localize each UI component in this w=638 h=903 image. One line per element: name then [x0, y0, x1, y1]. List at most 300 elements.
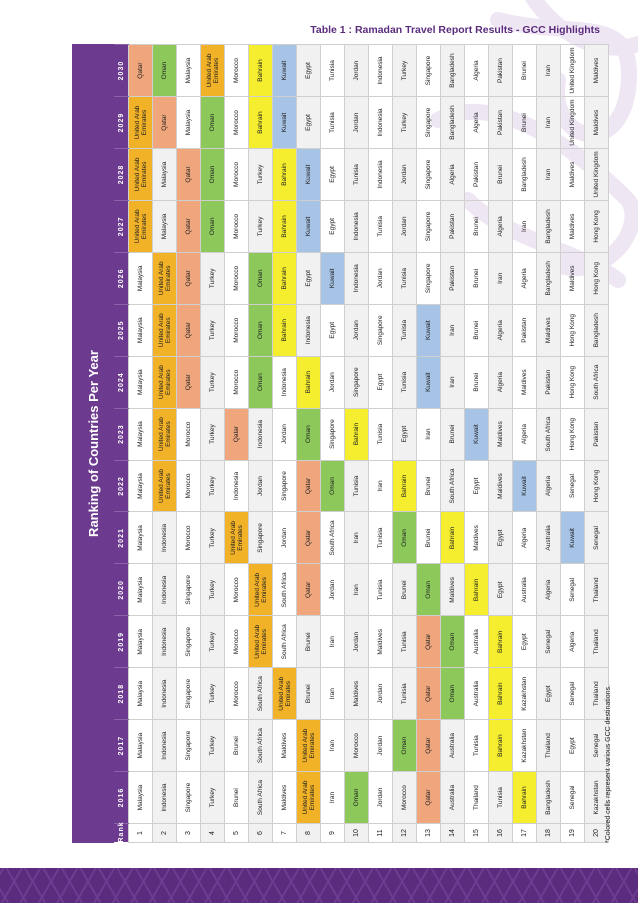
country-cell: Singapore [417, 97, 441, 149]
country-cell: Jordan [249, 460, 273, 512]
country-cell: Morocco [225, 616, 249, 668]
country-cell: Maldives [513, 356, 537, 408]
rank-cell: 15 [465, 824, 489, 843]
country-cell: Maldives [561, 252, 585, 304]
country-cell: Pakistan [465, 149, 489, 201]
country-cell: Brunei [393, 564, 417, 616]
country-cell: Singapore [177, 772, 201, 824]
country-cell: Oman [393, 512, 417, 564]
country-cell: Algeria [441, 149, 465, 201]
table-row [345, 45, 369, 843]
table-row [489, 45, 513, 843]
rank-cell: 10 [345, 824, 369, 843]
country-cell: Senegal [561, 564, 585, 616]
country-cell: Bahrain [513, 772, 537, 824]
year-header: 2025 [114, 304, 129, 356]
country-cell: Malaysia [129, 512, 153, 564]
country-cell: Egypt [513, 616, 537, 668]
rank-cell: 19 [561, 824, 585, 843]
rank-cell: 9 [321, 824, 345, 843]
country-cell: United Arab Emirates [129, 149, 153, 201]
country-cell: Brunei [441, 408, 465, 460]
country-cell: Kuwait [513, 460, 537, 512]
country-cell: Indonesia [153, 772, 177, 824]
country-cell: Algeria [465, 45, 489, 97]
country-cell: Iran [537, 149, 561, 201]
country-cell: Turkey [201, 408, 225, 460]
country-cell: Bangladesh [537, 200, 561, 252]
header-row [114, 45, 129, 843]
country-cell: Tunisia [345, 149, 369, 201]
country-cell: Tunisia [465, 720, 489, 772]
country-cell: Malaysia [129, 460, 153, 512]
country-cell: Morocco [225, 252, 249, 304]
country-cell: Algeria [513, 408, 537, 460]
country-cell: Turkey [201, 720, 225, 772]
country-cell: Algeria [561, 616, 585, 668]
table-row [513, 45, 537, 843]
country-cell: Turkey [201, 304, 225, 356]
country-cell: Pakistan [489, 45, 513, 97]
country-cell: Malaysia [129, 616, 153, 668]
country-cell: Bahrain [489, 720, 513, 772]
country-cell: Qatar [129, 45, 153, 97]
table-row [177, 45, 201, 843]
country-cell: Malaysia [129, 408, 153, 460]
country-cell: Bangladesh [537, 252, 561, 304]
country-cell: Tunisia [393, 304, 417, 356]
country-cell: Malaysia [129, 772, 153, 824]
country-cell: Algeria [465, 97, 489, 149]
country-cell: Iran [345, 512, 369, 564]
country-cell: Singapore [177, 564, 201, 616]
country-cell: Egypt [297, 97, 321, 149]
year-header: 2022 [114, 460, 129, 512]
country-cell: Algeria [513, 512, 537, 564]
rank-cell: 13 [417, 824, 441, 843]
country-cell: Singapore [177, 616, 201, 668]
country-cell: Thailand [585, 616, 609, 668]
country-cell: Turkey [201, 564, 225, 616]
country-cell: Algeria [537, 460, 561, 512]
country-cell: Bahrain [489, 668, 513, 720]
country-cell: Australia [537, 512, 561, 564]
country-cell: Iran [321, 772, 345, 824]
country-cell: Oman [441, 616, 465, 668]
country-cell: Brunei [465, 356, 489, 408]
rank-cell: 2 [153, 824, 177, 843]
country-cell: Iran [489, 252, 513, 304]
country-cell: Singapore [369, 304, 393, 356]
country-cell: Jordan [369, 252, 393, 304]
country-cell: Bahrain [249, 45, 273, 97]
country-cell: Hong Kong [585, 200, 609, 252]
country-cell: Bahrain [489, 616, 513, 668]
country-cell: Indonesia [153, 668, 177, 720]
country-cell: Bahrain [393, 460, 417, 512]
country-cell: Qatar [297, 564, 321, 616]
country-cell: Bahrain [249, 97, 273, 149]
country-cell: Bahrain [273, 252, 297, 304]
country-cell: Egypt [297, 45, 321, 97]
country-cell: Jordan [345, 97, 369, 149]
country-cell: Kuwait [297, 200, 321, 252]
country-cell: Morocco [177, 512, 201, 564]
country-cell: Turkey [249, 200, 273, 252]
country-cell: Egypt [321, 304, 345, 356]
country-cell: Qatar [225, 408, 249, 460]
country-cell: Oman [249, 304, 273, 356]
table-row [417, 45, 441, 843]
rank-cell: 5 [225, 824, 249, 843]
country-cell: Egypt [561, 720, 585, 772]
country-cell: Maldives [489, 460, 513, 512]
rank-cell: 7 [273, 824, 297, 843]
country-cell: Kazakhstan [585, 772, 609, 824]
country-cell: Indonesia [273, 356, 297, 408]
country-cell: Qatar [177, 356, 201, 408]
country-cell: Tunisia [345, 460, 369, 512]
year-header: 2027 [114, 200, 129, 252]
country-cell: Oman [297, 408, 321, 460]
country-cell: South Africa [441, 460, 465, 512]
table-row [465, 45, 489, 843]
country-cell: Iran [369, 460, 393, 512]
rank-cell: 1 [129, 824, 153, 843]
country-cell: Oman [201, 97, 225, 149]
country-cell: Oman [393, 720, 417, 772]
country-cell: Australia [465, 668, 489, 720]
country-cell: South Africa [249, 772, 273, 824]
country-cell: Kuwait [273, 97, 297, 149]
country-cell: United Arab Emirates [201, 45, 225, 97]
country-cell: Tunisia [369, 200, 393, 252]
year-header: 2017 [114, 720, 129, 772]
table-row [273, 45, 297, 843]
country-cell: Morocco [393, 772, 417, 824]
country-cell: Kuwait [297, 149, 321, 201]
footnote: *Colored cells represent various GCC destinations. [605, 685, 612, 843]
country-cell: South Africa [249, 668, 273, 720]
country-cell: Kazakhstan [513, 668, 537, 720]
year-header: 2028 [114, 149, 129, 201]
country-cell: United Arab Emirates [273, 668, 297, 720]
country-cell: Indonesia [297, 304, 321, 356]
country-cell: Pakistan [513, 304, 537, 356]
country-cell: Iran [441, 304, 465, 356]
rank-cell: 20 [585, 824, 609, 843]
country-cell: Singapore [417, 200, 441, 252]
country-cell: Maldives [537, 304, 561, 356]
country-cell: Brunei [465, 252, 489, 304]
country-cell: Oman [345, 772, 369, 824]
country-cell: Iran [537, 45, 561, 97]
country-cell: Morocco [225, 668, 249, 720]
country-cell: Maldives [441, 564, 465, 616]
country-cell: Oman [201, 149, 225, 201]
country-cell: Morocco [177, 460, 201, 512]
table-row [369, 45, 393, 843]
country-cell: Malaysia [129, 720, 153, 772]
country-cell: Maldives [561, 200, 585, 252]
rank-cell: 3 [177, 824, 201, 843]
country-cell: Senegal [561, 668, 585, 720]
country-cell: Maldives [465, 512, 489, 564]
country-cell: Kuwait [417, 356, 441, 408]
year-header: 2026 [114, 252, 129, 304]
country-cell: Singapore [273, 460, 297, 512]
country-cell: Malaysia [129, 668, 153, 720]
rank-cell: 17 [513, 824, 537, 843]
table-row [201, 45, 225, 843]
country-cell: Morocco [225, 564, 249, 616]
country-cell: Tunisia [393, 668, 417, 720]
country-cell: Brunei [465, 304, 489, 356]
country-cell: Turkey [393, 97, 417, 149]
country-cell: Maldives [273, 772, 297, 824]
country-cell: Malaysia [177, 45, 201, 97]
country-cell: Pakistan [537, 356, 561, 408]
country-cell: Iran [321, 616, 345, 668]
table-body [129, 45, 609, 843]
country-cell: Qatar [417, 772, 441, 824]
country-cell: Oman [441, 668, 465, 720]
country-cell: Tunisia [321, 45, 345, 97]
country-cell: Malaysia [153, 200, 177, 252]
table-row [153, 45, 177, 843]
country-cell: Iran [321, 668, 345, 720]
country-cell: Qatar [177, 149, 201, 201]
country-cell: Brunei [513, 97, 537, 149]
country-cell: Indonesia [369, 149, 393, 201]
country-cell: United Arab Emirates [153, 304, 177, 356]
country-cell: Tunisia [393, 252, 417, 304]
country-cell: Thailand [537, 720, 561, 772]
country-cell: Kuwait [321, 252, 345, 304]
country-cell: Iran [441, 356, 465, 408]
country-cell: Indonesia [153, 616, 177, 668]
table-row [249, 45, 273, 843]
country-cell: United Arab Emirates [153, 356, 177, 408]
country-cell: Maldives [369, 616, 393, 668]
country-cell: Jordan [345, 45, 369, 97]
year-header: 2024 [114, 356, 129, 408]
country-cell: United Arab Emirates [225, 512, 249, 564]
country-cell: Pakistan [441, 252, 465, 304]
country-cell: Egypt [489, 564, 513, 616]
country-cell: Algeria [489, 304, 513, 356]
country-cell: Senegal [585, 720, 609, 772]
country-cell: Indonesia [225, 460, 249, 512]
country-cell: Turkey [201, 616, 225, 668]
country-cell: Tunisia [369, 564, 393, 616]
decorative-footer-band [0, 868, 638, 903]
country-cell: Egypt [321, 149, 345, 201]
country-cell: Singapore [417, 252, 441, 304]
country-cell: Algeria [537, 564, 561, 616]
country-cell: South Africa [273, 564, 297, 616]
country-cell: Iran [417, 408, 441, 460]
year-header: 2019 [114, 616, 129, 668]
country-cell: Egypt [465, 460, 489, 512]
country-cell: Hong Kong [585, 460, 609, 512]
country-cell: Oman [321, 460, 345, 512]
table-row [321, 45, 345, 843]
country-cell: Indonesia [153, 564, 177, 616]
country-cell: Brunei [417, 460, 441, 512]
country-cell: South Africa [585, 356, 609, 408]
country-cell: Turkey [201, 772, 225, 824]
country-cell: Egypt [321, 200, 345, 252]
country-cell: Bangladesh [513, 149, 537, 201]
country-cell: Maldives [273, 720, 297, 772]
country-cell: Qatar [417, 616, 441, 668]
country-cell: United Kingdom [561, 97, 585, 149]
country-cell: Singapore [249, 512, 273, 564]
country-cell: Algeria [513, 252, 537, 304]
country-cell: Bahrain [441, 512, 465, 564]
country-cell: Turkey [201, 668, 225, 720]
country-cell: Australia [441, 772, 465, 824]
country-cell: United Arab Emirates [153, 408, 177, 460]
country-cell: Brunei [297, 668, 321, 720]
country-cell: Jordan [369, 772, 393, 824]
country-cell: Jordan [393, 149, 417, 201]
country-cell: Qatar [417, 720, 441, 772]
country-cell: Tunisia [393, 616, 417, 668]
country-cell: Turkey [393, 45, 417, 97]
country-cell: Turkey [201, 252, 225, 304]
country-cell: Indonesia [153, 512, 177, 564]
country-cell: Morocco [225, 97, 249, 149]
table-banner: Ranking of Countries Per Year [72, 44, 114, 843]
country-cell: Maldives [561, 149, 585, 201]
country-cell: Malaysia [129, 252, 153, 304]
country-cell: United Arab Emirates [249, 616, 273, 668]
country-cell: Iran [513, 200, 537, 252]
year-header: 2023 [114, 408, 129, 460]
country-cell: Tunisia [393, 356, 417, 408]
country-cell: Senegal [537, 616, 561, 668]
country-cell: Singapore [417, 149, 441, 201]
country-cell: Singapore [177, 720, 201, 772]
country-cell: Tunisia [369, 408, 393, 460]
country-cell: Malaysia [177, 97, 201, 149]
table-row [441, 45, 465, 843]
country-cell: Egypt [537, 668, 561, 720]
country-cell: Australia [513, 564, 537, 616]
country-cell: Jordan [345, 616, 369, 668]
country-cell: Oman [201, 200, 225, 252]
rank-cell: 16 [489, 824, 513, 843]
country-cell: Qatar [177, 304, 201, 356]
country-cell: Qatar [177, 200, 201, 252]
table-row [225, 45, 249, 843]
country-cell: Qatar [177, 252, 201, 304]
country-cell: Morocco [225, 149, 249, 201]
country-cell: Indonesia [369, 45, 393, 97]
country-cell: Algeria [489, 356, 513, 408]
country-cell: Morocco [345, 720, 369, 772]
country-cell: Bangladesh [441, 45, 465, 97]
country-cell: Bahrain [273, 200, 297, 252]
country-cell: Jordan [369, 720, 393, 772]
country-cell: Australia [441, 720, 465, 772]
country-cell: Iran [345, 564, 369, 616]
country-cell: Australia [465, 616, 489, 668]
country-cell: South Africa [537, 408, 561, 460]
rank-cell: 14 [441, 824, 465, 843]
country-cell: Maldives [489, 408, 513, 460]
country-cell: Thailand [585, 668, 609, 720]
table-row [561, 45, 585, 843]
country-cell: Brunei [225, 772, 249, 824]
ranking-table [114, 44, 609, 843]
country-cell: Brunei [513, 45, 537, 97]
country-cell: Turkey [201, 460, 225, 512]
country-cell: Qatar [297, 512, 321, 564]
country-cell: Kazakhstan [513, 720, 537, 772]
country-cell: Oman [153, 45, 177, 97]
country-cell: Bahrain [465, 564, 489, 616]
country-cell: Oman [417, 564, 441, 616]
country-cell: Kuwait [273, 45, 297, 97]
country-cell: Hong Kong [561, 356, 585, 408]
country-cell: Indonesia [369, 97, 393, 149]
country-cell: Thailand [465, 772, 489, 824]
country-cell: South Africa [273, 616, 297, 668]
country-cell: Singapore [177, 668, 201, 720]
country-cell: Maldives [585, 45, 609, 97]
country-cell: Turkey [201, 512, 225, 564]
country-cell: Bangladesh [585, 304, 609, 356]
country-cell: Senegal [585, 512, 609, 564]
year-header: 2030 [114, 45, 129, 97]
country-cell: Morocco [225, 45, 249, 97]
country-cell: Oman [249, 356, 273, 408]
country-cell: Bahrain [345, 408, 369, 460]
country-cell: Malaysia [129, 356, 153, 408]
country-cell: Jordan [273, 512, 297, 564]
year-header: 2016 [114, 772, 129, 824]
year-header: 2018 [114, 668, 129, 720]
country-cell: Singapore [345, 356, 369, 408]
country-cell: United Arab Emirates [153, 460, 177, 512]
table-row [393, 45, 417, 843]
country-cell: South Africa [321, 512, 345, 564]
table-row [537, 45, 561, 843]
country-cell: Singapore [321, 408, 345, 460]
country-cell: Algeria [489, 200, 513, 252]
country-cell: Maldives [585, 97, 609, 149]
rank-cell: 12 [393, 824, 417, 843]
country-cell: Hong Kong [585, 252, 609, 304]
country-cell: United Arab Emirates [129, 97, 153, 149]
rank-cell: 18 [537, 824, 561, 843]
country-cell: Brunei [297, 616, 321, 668]
country-cell: Qatar [417, 668, 441, 720]
year-header: 2021 [114, 512, 129, 564]
country-cell: Malaysia [153, 149, 177, 201]
country-cell: Morocco [225, 356, 249, 408]
country-cell: Qatar [153, 97, 177, 149]
country-cell: Pakistan [489, 97, 513, 149]
rank-header: Rank [114, 824, 129, 843]
country-cell: Brunei [417, 512, 441, 564]
country-cell: Kuwait [417, 304, 441, 356]
rank-cell: 4 [201, 824, 225, 843]
year-header: 2020 [114, 564, 129, 616]
